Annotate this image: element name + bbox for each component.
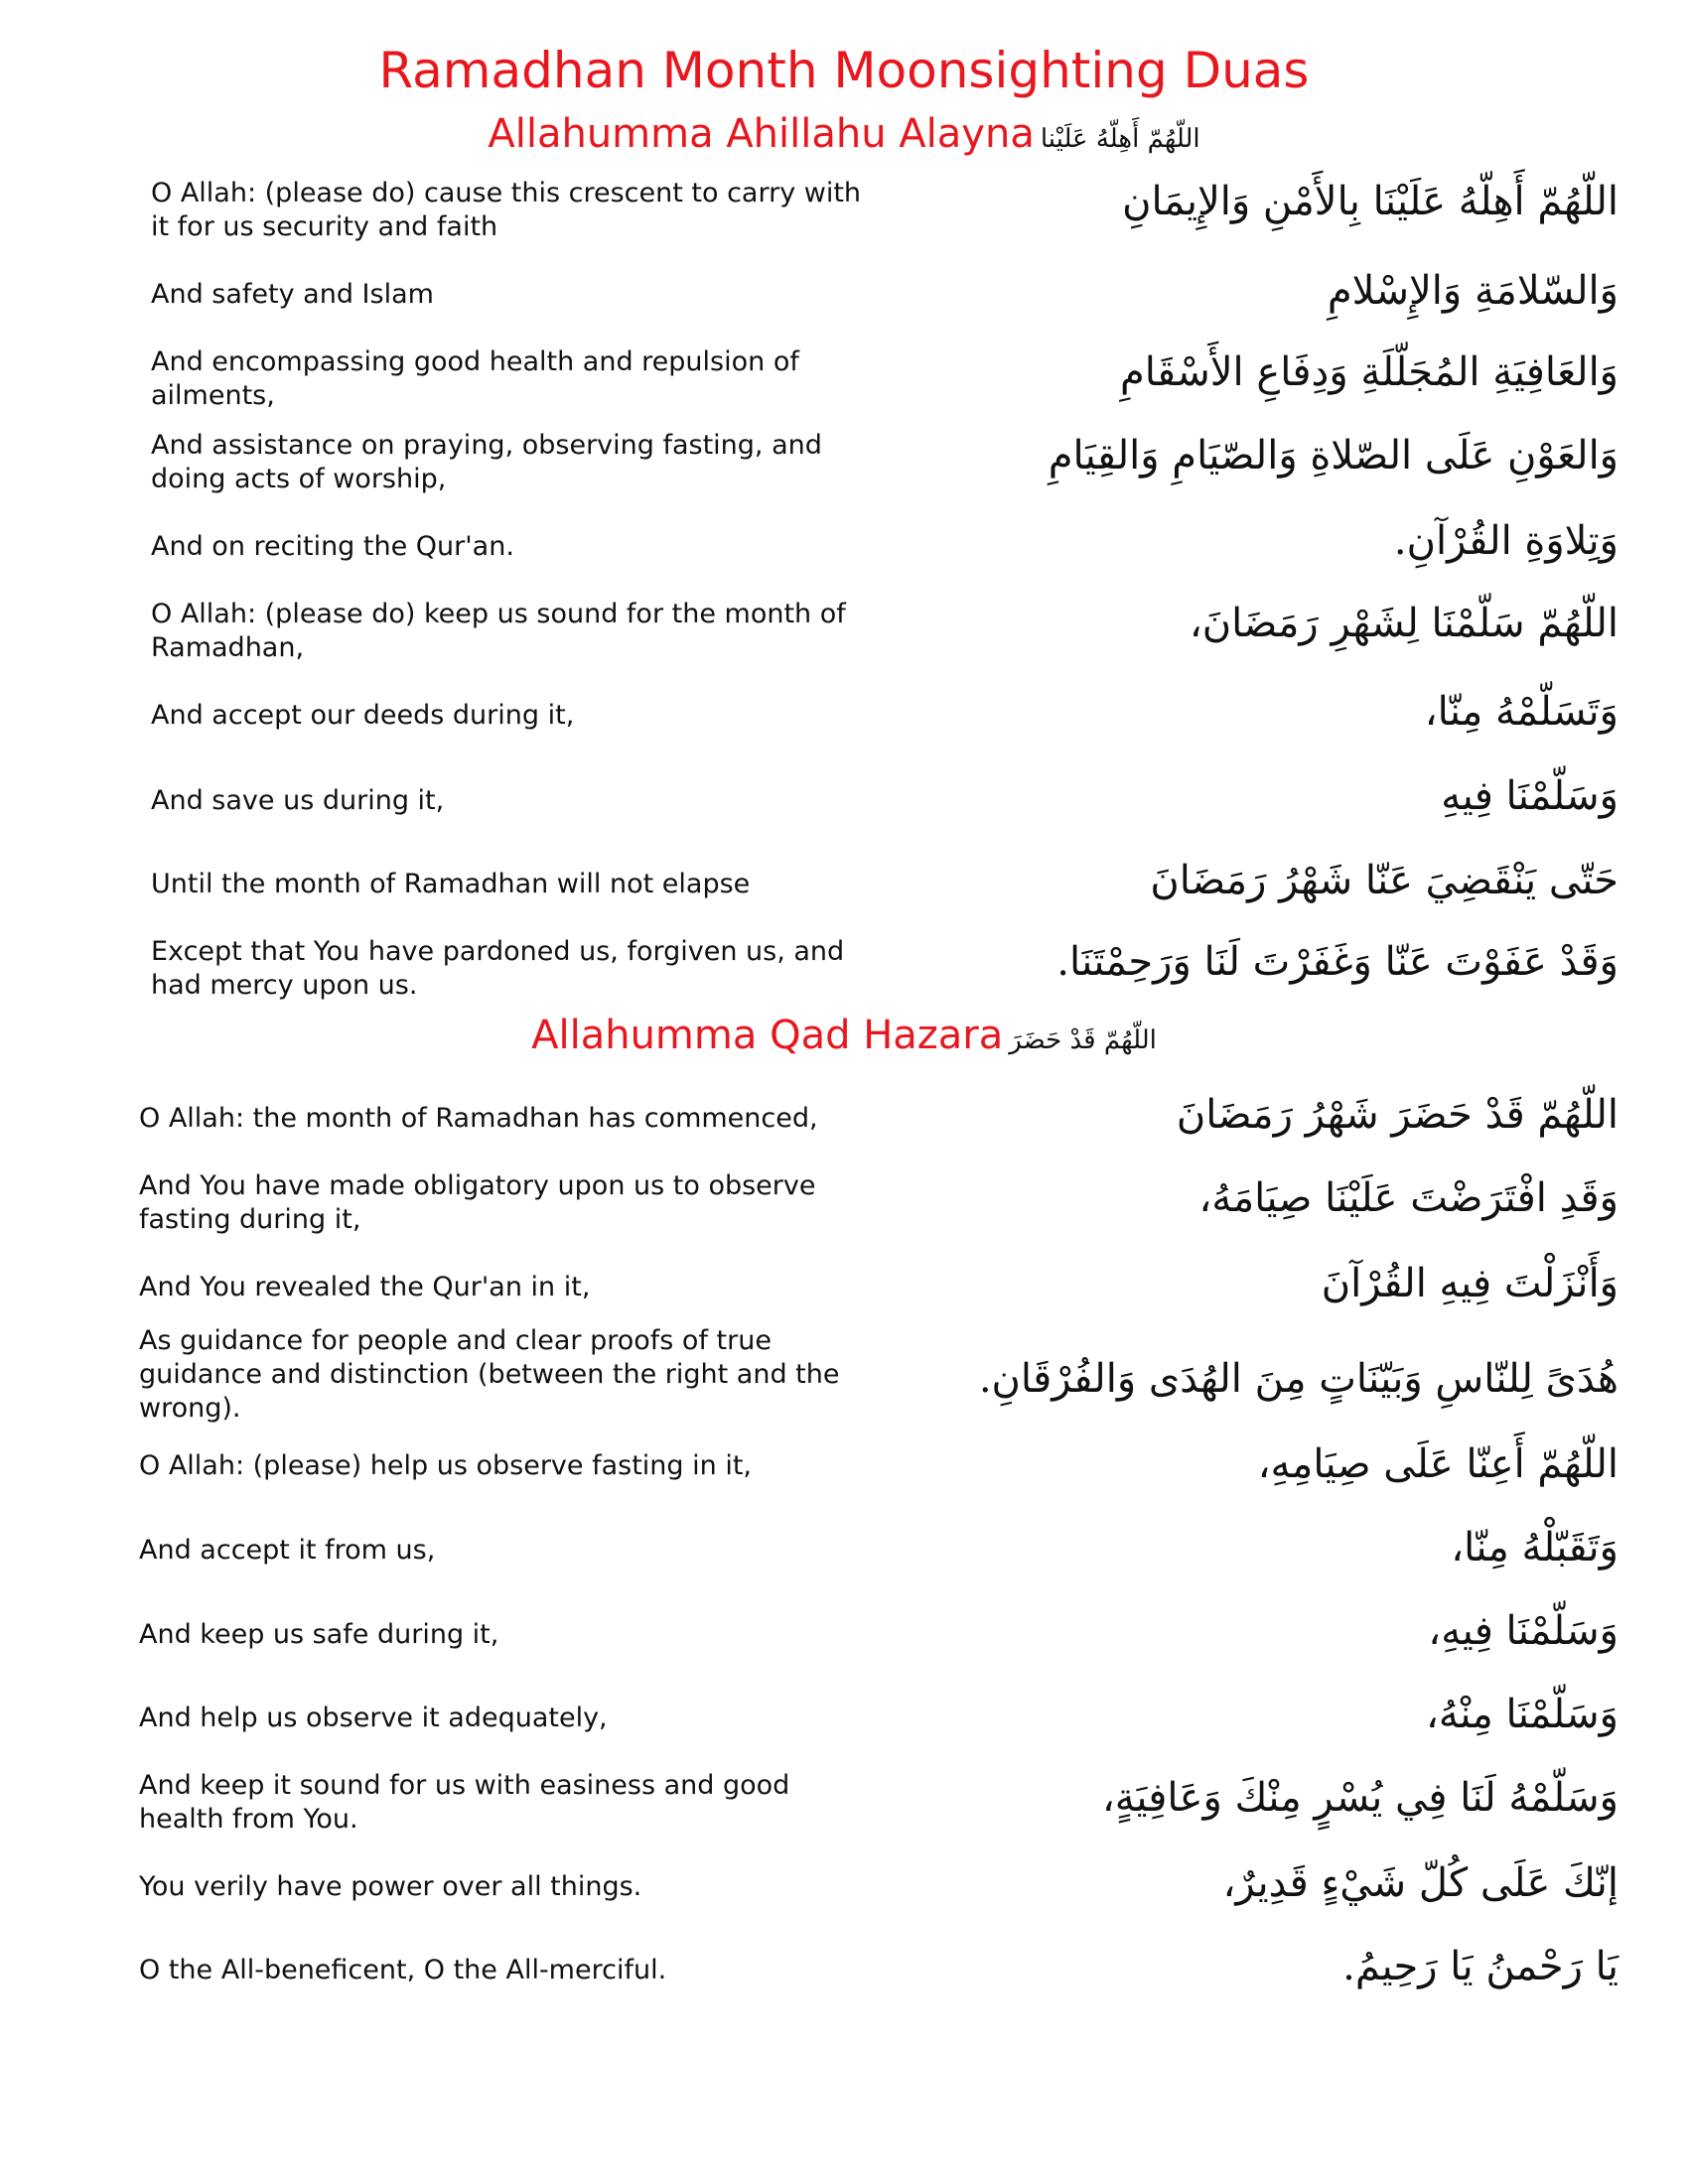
section-heading-arabic: اللّهُمّ قَدْ حَضَرَ <box>1009 1025 1157 1055</box>
arabic-line: وَسَلّمْنَا فِيهِ، <box>1428 1608 1618 1654</box>
translation-line: And safety and Islam <box>151 279 434 310</box>
arabic-line: وَسَلّمْنَا مِنْهُ، <box>1425 1692 1618 1737</box>
arabic-line: وَتَقَبّلْهُ مِنّا، <box>1451 1525 1618 1570</box>
arabic-line: إنّكَ عَلَى كُلّ شَيْءٍ قَدِيرٌ، <box>1222 1860 1618 1906</box>
translation-line: O Allah: the month of Ramadhan has commenced, <box>139 1103 818 1134</box>
translation-line: You verily have power over all things. <box>139 1871 642 1902</box>
arabic-line: حَتّى يَنْقَضِيَ عَنّا شَهْرُ رَمَضَانَ <box>1150 858 1618 903</box>
translation-line: Except that You have pardoned us, forgiven us, and had mercy upon us. <box>151 936 845 1001</box>
arabic-line: يَا رَحْمنُ يَا رَحِيمُ. <box>1342 1944 1618 1989</box>
translation-line: As guidance for people and clear proofs of true guidance and distinction (between the right and the wrong). <box>139 1325 840 1424</box>
arabic-line: وَقَدِ افْتَرَضْتَ عَلَيْنَا صِيَامَهُ، <box>1198 1175 1618 1221</box>
arabic-line: اللّهُمّ أَعِنّا عَلَى صِيَامِهِ، <box>1257 1441 1618 1487</box>
translation-line: O Allah: (please do) cause this crescent to carry with it for us security and faith <box>151 178 862 242</box>
arabic-line: اللّهُمّ أَهِلّهُ عَلَيْنَا بِالأَمْنِ وَالإِيمَانِ <box>1122 179 1618 224</box>
section-heading-ahillahu <box>0 111 1688 157</box>
translation-line: And You revealed the Qur'an in it, <box>139 1272 591 1302</box>
section-heading-qad-hazara <box>0 1013 1688 1058</box>
arabic-line: وَالعَافِيَةِ المُجَلّلَةِ وَدِفَاعِ الأَسْقَامِ <box>1120 349 1618 395</box>
translation-line: And accept our deeds during it, <box>151 700 575 731</box>
arabic-line: وَتَسَلّمْهُ مِنّا، <box>1424 689 1618 735</box>
translation-line: And help us observe it adequately, <box>139 1703 608 1733</box>
arabic-line: هُدَىً لِلنّاسِ وَبَيّنَاتٍ مِنَ الهُدَى وَالفُرْقَانِ. <box>978 1356 1618 1402</box>
translation-line: And accept it from us, <box>139 1535 436 1566</box>
arabic-line: وَتِلاوَةِ القُرْآنِ. <box>1393 518 1618 564</box>
translation-line: And save us during it, <box>151 785 445 816</box>
translation-line: Until the month of Ramadhan will not elapse <box>151 869 751 899</box>
arabic-line: وَالعَوْنِ عَلَى الصّلاةِ وَالصّيَامِ وَالقِيَامِ <box>1048 433 1618 478</box>
page-title: Ramadhan Month Moonsighting Duas <box>378 42 1310 99</box>
arabic-line: اللّهُمّ قَدْ حَضَرَ شَهْرُ رَمَضَانَ <box>1176 1092 1618 1138</box>
arabic-line: وَأَنْزَلْتَ فِيهِ القُرْآنَ <box>1321 1261 1618 1306</box>
translation-line: And encompassing good health and repulsion of ailments, <box>151 346 799 411</box>
translation-line: O Allah: (please do) keep us sound for the month of Ramadhan, <box>151 599 846 663</box>
translation-line: And keep us safe during it, <box>139 1619 499 1650</box>
translation-line: And on reciting the Qur'an. <box>151 531 514 562</box>
section-heading-text: Allahumma Ahillahu Alayna <box>488 111 1035 157</box>
translation-line: And keep it sound for us with easiness and good health from You. <box>139 1770 790 1835</box>
translation-line: O the All-beneficent, O the All-merciful. <box>139 1955 667 1985</box>
arabic-line: وَسَلّمْهُ لَنَا فِي يُسْرٍ مِنْكَ وَعَافِيَةٍ، <box>1101 1775 1618 1821</box>
arabic-line: وَالسّلامَةِ وَالإِسْلامِ <box>1327 268 1618 314</box>
translation-line: O Allah: (please) help us observe fasting in it, <box>139 1450 752 1481</box>
translation-line: And You have made obligatory upon us to observe fasting during it, <box>139 1170 816 1235</box>
arabic-line: وَقَدْ عَفَوْتَ عَنّا وَغَفَرْتَ لَنَا وَرَحِمْتَنَا. <box>1056 939 1618 985</box>
translation-line: And assistance on praying, observing fasting, and doing acts of worship, <box>151 430 822 494</box>
section-heading-arabic: اللّهُمّ أَهِلّهُ عَلَيْنا <box>1040 124 1200 154</box>
section-heading-text: Allahumma Qad Hazara <box>531 1013 1004 1058</box>
arabic-line: اللّهُمّ سَلّمْنَا لِشَهْرِ رَمَضَانَ، <box>1189 601 1618 646</box>
arabic-line: وَسَلّمْنَا فِيهِ <box>1441 773 1618 819</box>
